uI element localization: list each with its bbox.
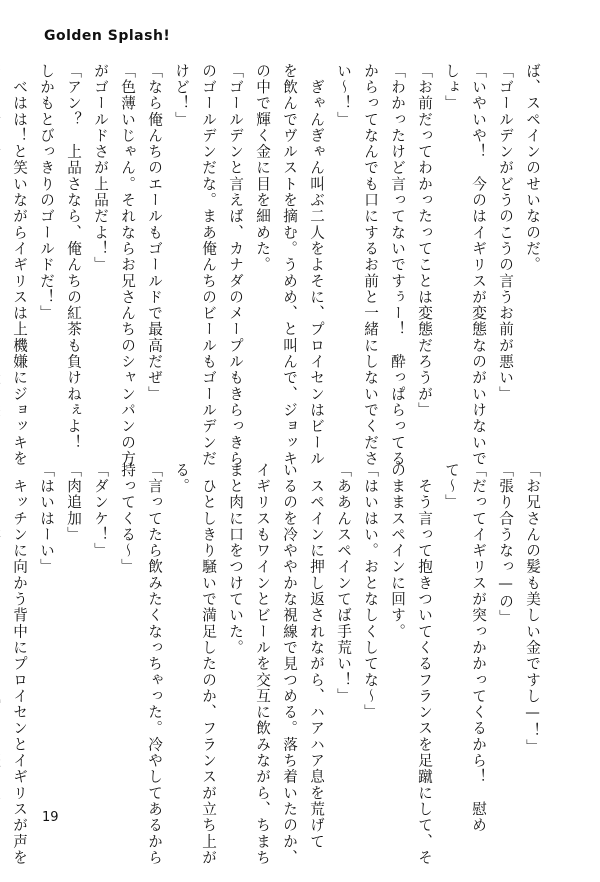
text-block-upper — [0, 63, 546, 467]
text-line: い〜！」 — [335, 63, 352, 128]
text-line — [0, 462, 6, 792]
text-line: 「なら俺んちのエールもゴールドで最高だぜ」 — [146, 63, 163, 403]
text-line: て〜」 — [443, 462, 460, 511]
text-line: まと肉に口をつけていた。 — [227, 462, 244, 656]
text-line: 「わかったけど言ってないですぅー！ 酔っぱらってる — [389, 63, 406, 467]
text-line: 「張り合うなっ—の」 — [497, 462, 514, 626]
text-line: いるのを冷ややかな視線で見つめる。落ち着いたのか、 — [281, 462, 298, 866]
text-line: 「ゴールデンと言えば、カナダのメープルもきらっきら — [227, 63, 244, 467]
text-line: を飲んでヴルストを摘む。うめめ、と叫んで、ジョッキ — [281, 63, 298, 467]
text-line: 「言ってたら飲みたくなっちゃった。冷やしてあるから — [146, 462, 163, 866]
text-line: がゴールドさが上品だよ！」 — [92, 63, 109, 273]
text-line: ば、スペインのせいなのだ。 — [524, 63, 541, 273]
text-line: 「色薄いじゃん。それならお兄さんちのシャンパンの方 — [119, 63, 136, 467]
text-line: 「はいはい。おとなしくしてな〜」 — [362, 462, 379, 721]
text-line: ぎゃんぎゃん叫ぶ二人をよそに、プロイセンはビール — [308, 63, 325, 467]
text-line: 「肉追加」 — [65, 462, 82, 543]
text-line: のままスペインに回す。 — [389, 462, 406, 640]
text-line — [0, 63, 6, 393]
text-line: の中で輝く金に目を細めた。 — [254, 63, 271, 273]
text-line: けど！」 — [173, 63, 190, 128]
text-line: 「いやいや！ 今のはイギリスが変態なのがいけないで — [470, 63, 487, 467]
text-line: 持ってくる〜」 — [119, 462, 136, 576]
text-line: 「だってイギリスが突っかかってくるから！ 慰め — [470, 462, 487, 834]
text-line: 「お前だってわかったってことは変態だろうが」 — [416, 63, 433, 419]
text-line: 「お兄さんの髪も美しい金ですし—！」 — [524, 462, 541, 756]
text-line: 「はいはーい」 — [38, 462, 55, 576]
text-line: 「アン？ 上品さなら、俺んちの紅茶も負けねぇよ！ — [65, 63, 82, 451]
header-title: Golden Splash! — [44, 28, 171, 44]
text-line: のゴールデンだな。まあ俺んちのビールもゴールデンだ — [200, 63, 217, 467]
text-line: ひとしきり騒いで満足したのか、フランスが立ち上が — [200, 462, 217, 866]
page-number: 19 — [42, 810, 59, 825]
text-line: しょ」 — [443, 63, 460, 112]
text-line: 「ゴールデンがどうのこうの言うお前が悪い」 — [497, 63, 514, 403]
text-line: からってなんでも口にするお前と一緒にしないでくださ — [362, 63, 379, 467]
text-line: キッチンに向かう背中にプロイセンとイギリスが声を — [11, 462, 28, 866]
text-line: しかもとびっきりのゴールドだ！」 — [38, 63, 55, 322]
text-line: スペインに押し返されながら、ハアハア息を荒げて — [308, 462, 325, 850]
text-line: る。 — [173, 462, 190, 495]
text-line: イギリスもワインとビールを交互に飲みながら、ちまち — [254, 462, 271, 866]
text-line: 「ダンケ！」 — [92, 462, 109, 559]
text-line: べはは！と笑いながらイギリスは上機嫌にジョッキを — [11, 63, 28, 467]
text-line: そう言って抱きついてくるフランスを足蹴にして、そ — [416, 462, 433, 866]
text-line: 「ああんスペインてば手荒い！」 — [335, 462, 352, 705]
